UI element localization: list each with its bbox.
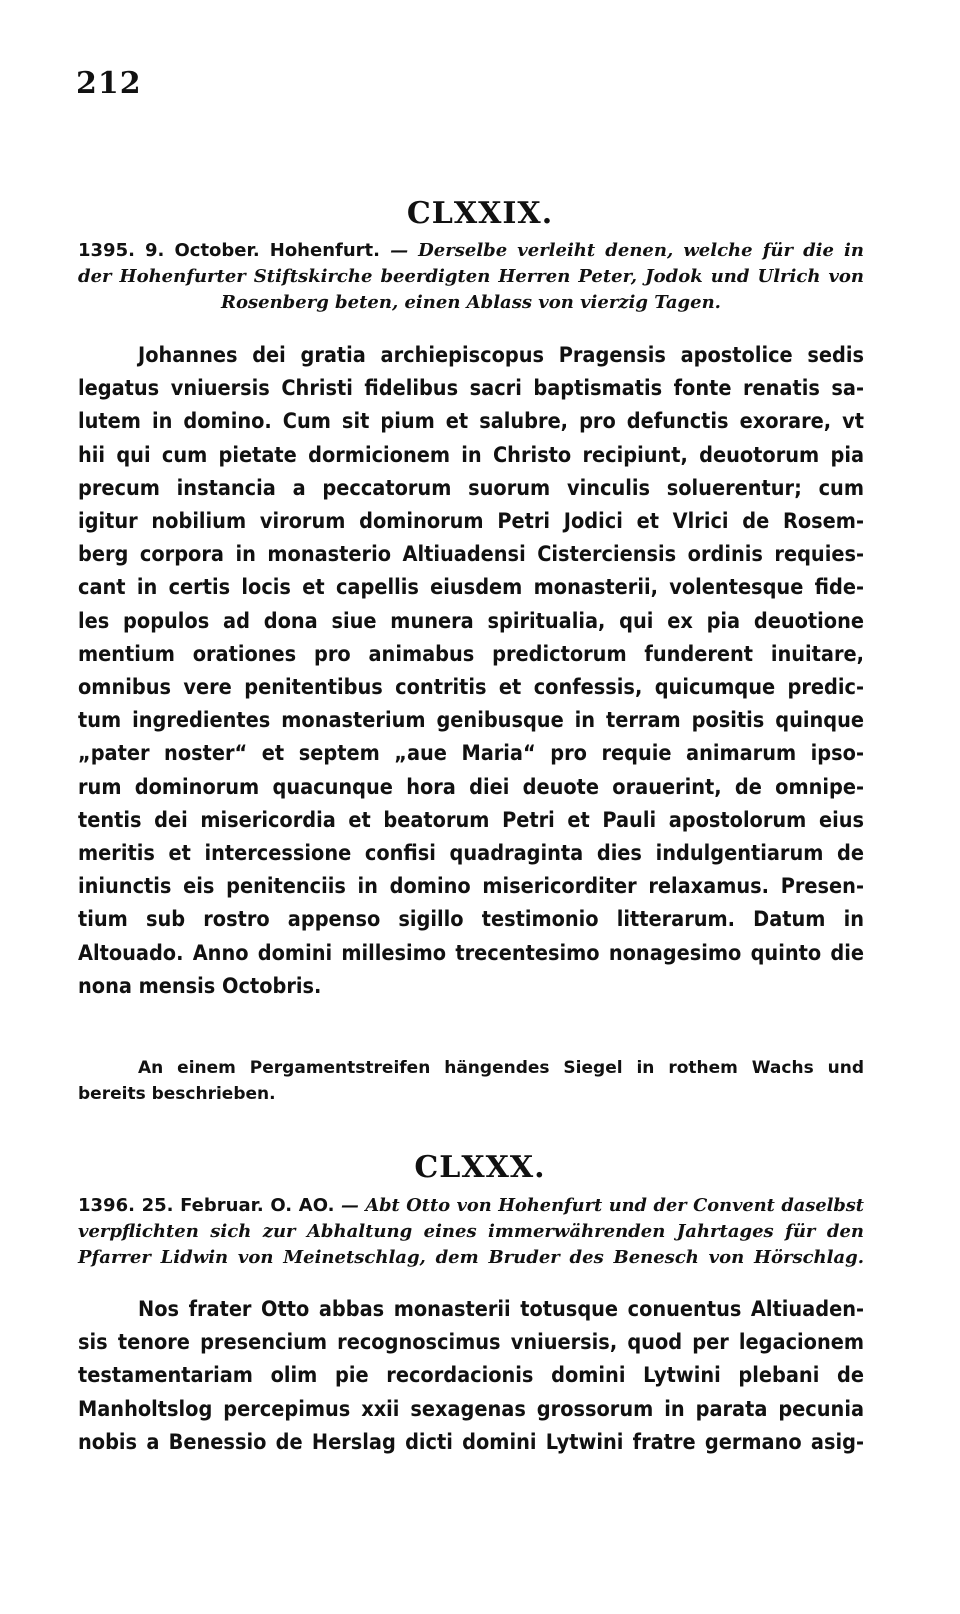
- regest: [78, 1193, 864, 1271]
- text-line: tium sub rostro appenso sigillo testimonio litterarum. Datum in: [78, 907, 864, 933]
- text-line: meritis et intercessione confisi quadraginta dies indulgentiarum de: [78, 841, 864, 867]
- regest-text: — Derselbe verleiht denen, welche für die in: [390, 240, 864, 261]
- document-number: CLXXIX.: [406, 196, 554, 231]
- text-line: Johannes dei gratia archiepiscopus Pragensis apostolice sedis: [138, 343, 864, 368]
- regest-line: Pfarrer Lidwin von Meinetschlag, dem Bruder des Benesch von Hörschlag.: [78, 1247, 864, 1268]
- note-line: An einem Pergamentstreifen hängendes Siegel in rothem Wachs und: [138, 1058, 864, 1078]
- document-date: 1396. 25. Februar. O. AO.: [78, 1195, 335, 1216]
- text-line: lutem in domino. Cum sit pium et salubre, pro defunctis exorare, vt: [78, 409, 864, 435]
- regest-line: der Hohenfurter Stiftskirche beerdigten Herren Peter, Jodok und Ulrich von: [78, 266, 864, 287]
- document-date: 1395. 9. October. Hohenfurt.: [78, 240, 380, 261]
- text-line: les populos ad dona siue munera spiritualia, qui ex pia deuotione: [78, 608, 864, 634]
- note-line: bereits beschrieben.: [78, 1084, 276, 1104]
- text-line: igitur nobilium virorum dominorum Petri Jodici et Vlrici de Rosem-: [78, 509, 864, 535]
- text-line: „pater noster“ et septem „aue Maria“ pro requie animarum ipso-: [78, 741, 864, 767]
- text-line: mentium orationes pro animabus predictorum funderent inuitare,: [78, 641, 864, 667]
- text-line: testamentariam olim pie recordacionis domini Lytwini plebani de: [78, 1363, 864, 1389]
- text-line: Nos frater Otto abbas monasterii totusque conuentus Altiuaden-: [138, 1297, 864, 1322]
- charter-text: [78, 339, 864, 1003]
- text-line: nobis a Benessio de Herslag dicti domini Lytwini fratre germano asig-: [78, 1429, 864, 1455]
- text-line: rum dominorum quacunque hora diei deuote orauerint, de omnipe-: [78, 774, 864, 800]
- regest-text: — Abt Otto von Hohenfurt und der Convent daselbst: [341, 1195, 864, 1216]
- text-line: legatus vniuersis Christi fidelibus sacri baptismatis fonte renatis sa-: [78, 376, 864, 402]
- text-line: omnibus vere penitentibus contritis et confessis, quicumque predic-: [78, 675, 864, 701]
- document-number: CLXXX.: [414, 1150, 546, 1185]
- regest-line: verpflichten sich zur Abhaltung eines immerwährenden Jahrtages für den: [78, 1221, 864, 1242]
- text-line: hii qui cum pietate dormicionem in Christo recipiunt, deuotorum pia: [78, 442, 864, 468]
- regest: [78, 238, 864, 316]
- text-line: precum instancia a peccatorum suorum vinculis soluerentur; cum: [78, 475, 864, 501]
- text-line: sis tenore presencium recognoscimus vniuersis, quod per legacionem: [78, 1330, 864, 1356]
- text-line: iniunctis eis penitenciis in domino misericorditer relaxamus. Presen-: [78, 874, 864, 900]
- regest-line: [78, 1193, 864, 1219]
- text-line: Manholtslog percepimus xxii sexagenas grossorum in parata pecunia: [78, 1396, 864, 1422]
- text-line: nona mensis Octobris.: [78, 973, 322, 999]
- regest-line: [78, 238, 864, 264]
- text-line: cant in certis locis et capellis eiusdem monasterii, volentesque fide-: [78, 575, 864, 601]
- regest-line: Rosenberg beten, einen Ablass von vierzig Tagen.: [221, 292, 721, 313]
- charter-text: [78, 1293, 864, 1459]
- text-line: tum ingredientes monasterium genibusque in terram positis quinque: [78, 708, 864, 734]
- seal-note: [78, 1055, 864, 1107]
- text-line: Altouado. Anno domini millesimo trecentesimo nonagesimo quinto die: [78, 940, 864, 966]
- text-line: tentis dei misericordia et beatorum Petri et Pauli apostolorum eius: [78, 807, 864, 833]
- page-number: 212: [76, 66, 142, 101]
- text-line: berg corpora in monasterio Altiuadensi Cisterciensis ordinis requies-: [78, 542, 864, 568]
